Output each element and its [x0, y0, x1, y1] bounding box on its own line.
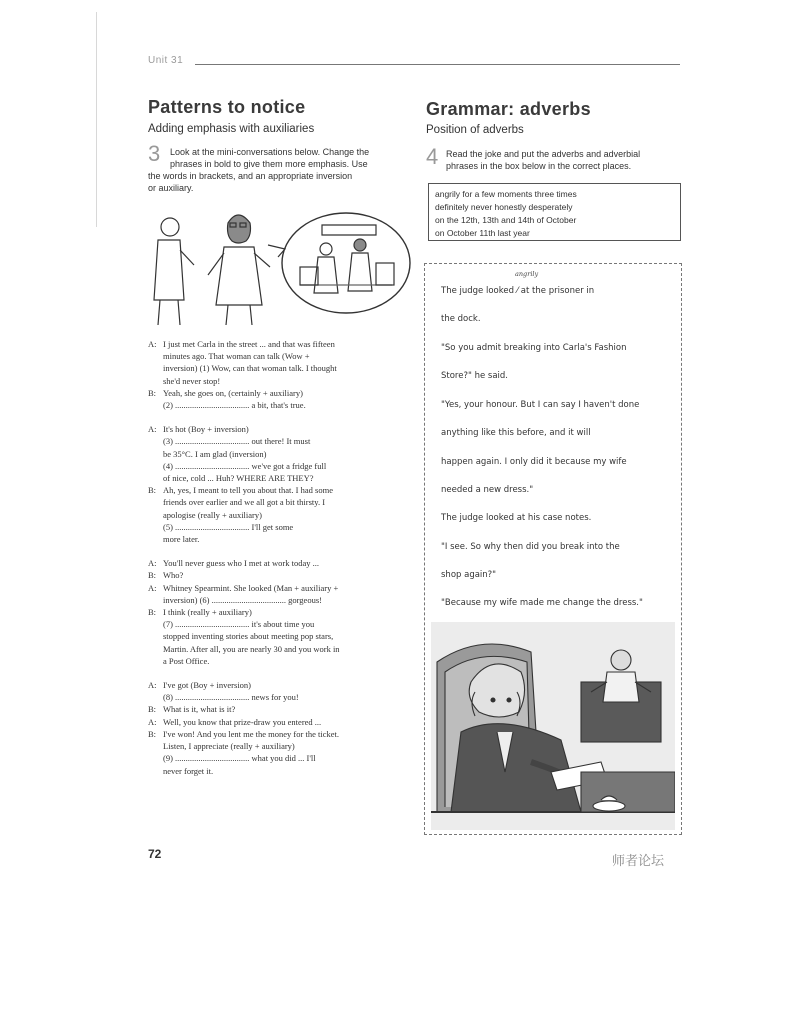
dialogue-line [148, 423, 406, 435]
dialogue-text: more later. [163, 534, 200, 545]
dialogue-line [148, 740, 406, 752]
speaker-label [148, 399, 163, 411]
dialogue-line [148, 484, 406, 496]
dialogue-text: of nice, cold ... Huh? WHERE ARE THEY? [163, 473, 314, 484]
margin-rule [96, 12, 97, 227]
dialogue-line [148, 448, 406, 460]
speaker-label: A: [148, 680, 157, 691]
dialogue-line [148, 703, 406, 715]
dialogue-text: Who? [163, 570, 184, 581]
speaker-label: A: [148, 558, 157, 569]
speaker-label [148, 521, 163, 533]
dialogue-text: You'll never guess who I met at work today ... [163, 558, 320, 569]
dialogue-line [148, 582, 406, 594]
dialogue-text: be 35°C. I am glad (inversion) [163, 448, 267, 459]
dialogue-line [148, 338, 406, 350]
speaker-label: B: [148, 728, 157, 739]
dialogue-line [148, 472, 406, 484]
joke-line: anything like this before, and it will [441, 428, 591, 438]
speaker-label [148, 350, 163, 362]
speaker-label [148, 472, 163, 484]
exercise-3-instruction-line: or auxiliary. [148, 183, 194, 193]
speaker-label [148, 765, 163, 777]
dialogue-line [148, 557, 406, 569]
joke-line: the dock. [441, 314, 481, 324]
dialogue-line [148, 643, 406, 655]
exercise-3-instruction-line: Look at the mini-conversations below. Change the [170, 147, 370, 157]
speaker-label: B: [148, 570, 157, 581]
exercise-number-4: 4 [426, 144, 439, 169]
dialogue-line [148, 509, 406, 521]
speaker-label [148, 643, 163, 655]
word-box-line: on the 12th, 13th and 14th of October [435, 215, 577, 225]
speaker-label [148, 435, 163, 447]
exercise-3-instruction-line: the words in brackets, and an appropriate inversion [148, 171, 353, 181]
dialogue-line [148, 728, 406, 740]
dialogue-text: Ah, yes, I meant to tell you about that. I had some [163, 485, 333, 496]
speaker-label [148, 375, 163, 387]
gossip-illustration [150, 205, 412, 327]
dialogue-line [148, 716, 406, 728]
dialogue-line [148, 460, 406, 472]
dialogue-line [148, 435, 406, 447]
dialogue-text: What is it, what is it? [163, 704, 236, 715]
dialogue-line [148, 521, 406, 533]
dialogue-text: minutes ago. That woman can talk (Wow + [163, 351, 310, 362]
joke-line: "So you admit breaking into Carla's Fashion [441, 343, 627, 353]
dialogue-text: I've won! And you lent me the money for the ticket. [163, 728, 339, 739]
joke-line: "Because my wife made me change the dress." [441, 598, 643, 608]
word-box-line: on October 11th last year [435, 228, 530, 238]
speaker-label [148, 740, 163, 752]
dialogue-spacer [148, 411, 406, 423]
word-box-line: angrily for a few moments three times [435, 189, 577, 199]
dialogue-line [148, 655, 406, 667]
dialogue-text: (8) ................................... news for you! [163, 692, 299, 703]
dialogue-text: she'd never stop! [163, 375, 221, 386]
dialogue-text: It's hot (Boy + inversion) [163, 424, 249, 435]
section-subtitle-emphasis: Adding emphasis with auxiliaries [148, 123, 315, 135]
speaker-label [148, 618, 163, 630]
dialogue-text: I've got (Boy + inversion) [163, 680, 252, 691]
dialogue-line [148, 362, 406, 374]
exercise-4-instruction-line: Read the joke and put the adverbs and adverbial [446, 149, 641, 159]
page-number: 72 [148, 847, 162, 861]
dialogue-text: I think (really + auxiliary) [163, 607, 252, 618]
dialogue-text: I just met Carla in the street ... and that was fifteen [163, 339, 335, 349]
joke-line: shop again?" [441, 570, 497, 580]
speaker-label: B: [148, 485, 157, 496]
section-title-grammar: Grammar: adverbs [426, 99, 591, 119]
speaker-label: B: [148, 704, 157, 715]
dialogue-line [148, 765, 406, 777]
section-title-patterns: Patterns to notice [148, 97, 306, 117]
exercise-3-dialogues [148, 338, 406, 777]
dialogue-text: Listen, I appreciate (really + auxiliary) [163, 741, 295, 752]
dialogue-text: inversion) (1) Wow, can that woman talk. I thought [163, 363, 337, 374]
dialogue-text: friends over earlier and we all got a bit thirsty. I [163, 497, 326, 508]
speaker-label [148, 691, 163, 703]
dialogue-line [148, 496, 406, 508]
dialogue-text: stopped inventing stories about meeting pop stars, [163, 631, 334, 642]
exercise-4-instruction-line: phrases in the box below in the correct places. [446, 161, 632, 171]
dialogue-line [148, 375, 406, 387]
dialogue-text: Whitney Spearmint. She looked (Man + auxiliary + [163, 582, 339, 593]
exercise-number-3: 3 [148, 141, 161, 166]
dialogue-line [148, 752, 406, 764]
speaker-label [148, 460, 163, 472]
dialogue-text: Yeah, she goes on, (certainly + auxiliary) [163, 387, 303, 398]
section-subtitle-adverbs: Position of adverbs [426, 124, 524, 136]
dialogue-line [148, 399, 406, 411]
speaker-label [148, 630, 163, 642]
dialogue-line [148, 691, 406, 703]
header-rule [195, 64, 680, 65]
dialogue-line [148, 606, 406, 618]
speaker-label [148, 655, 163, 667]
dialogue-text: (3) ................................... out there! It must [163, 436, 311, 447]
speaker-label [148, 752, 163, 764]
joke-box [424, 263, 682, 835]
speaker-label [148, 362, 163, 374]
adverb-word-box [428, 183, 681, 241]
dialogue-line [148, 594, 406, 606]
word-box-line: definitely never honestly desperately [435, 202, 573, 212]
dialogue-line [148, 569, 406, 581]
speaker-label [148, 533, 163, 545]
dialogue-text: inversion) (6) ................................... gorgeous! [163, 594, 322, 605]
speaker-label: A: [148, 716, 157, 727]
speaker-label: B: [148, 607, 157, 618]
dialogue-text: never forget it. [163, 765, 214, 776]
dialogue-text: Well, you know that prize-draw you entered ... [163, 716, 322, 727]
speaker-label: A: [148, 339, 157, 349]
joke-line: The judge looked at his case notes. [441, 513, 592, 523]
exercise-3-instruction-line: phrases in bold to give them more emphasis. Use [170, 159, 368, 169]
speaker-label [148, 448, 163, 460]
dialogue-line [148, 350, 406, 362]
dialogue-text: apologise (really + auxiliary) [163, 509, 262, 520]
dialogue-line [148, 618, 406, 630]
dialogue-spacer [148, 545, 406, 557]
dialogue-text: (7) ................................... it's about time you [163, 619, 315, 630]
speaker-label: A: [148, 424, 157, 435]
speaker-label [148, 509, 163, 521]
joke-line: "I see. So why then did you break into the [441, 542, 620, 552]
forum-watermark: 师者论坛 [612, 853, 665, 868]
handwritten-insert: angrily [515, 270, 539, 278]
speaker-label: A: [148, 582, 157, 593]
joke-line: happen again. I only did it because my wife [441, 457, 627, 467]
dialogue-text: (5) ................................... I'll get some [163, 521, 294, 532]
dialogue-line [148, 630, 406, 642]
speaker-label: B: [148, 387, 157, 398]
dialogue-line [148, 387, 406, 399]
dialogue-line [148, 679, 406, 691]
dialogue-spacer [148, 667, 406, 679]
unit-label: Unit 31 [148, 55, 184, 66]
dialogue-text: (2) ................................... a bit, that's true. [163, 400, 306, 411]
joke-line: The judge looked ⁄ at the prisoner in [441, 286, 595, 296]
dialogue-text: (4) ................................... we've got a fridge full [163, 460, 327, 471]
speaker-label [148, 496, 163, 508]
joke-line: Store?" he said. [441, 371, 509, 381]
speaker-label [148, 594, 163, 606]
dialogue-text: a Post Office. [163, 655, 210, 666]
joke-line: needed a new dress." [441, 485, 534, 495]
joke-line: "Yes, your honour. But I can say I haven't done [441, 400, 640, 410]
courtroom-illustration [431, 622, 675, 830]
dialogue-text: (9) ................................... what you did ... I'll [163, 753, 316, 764]
dialogue-line [148, 533, 406, 545]
dialogue-text: Martin. After all, you are nearly 30 and you work in [163, 643, 340, 654]
